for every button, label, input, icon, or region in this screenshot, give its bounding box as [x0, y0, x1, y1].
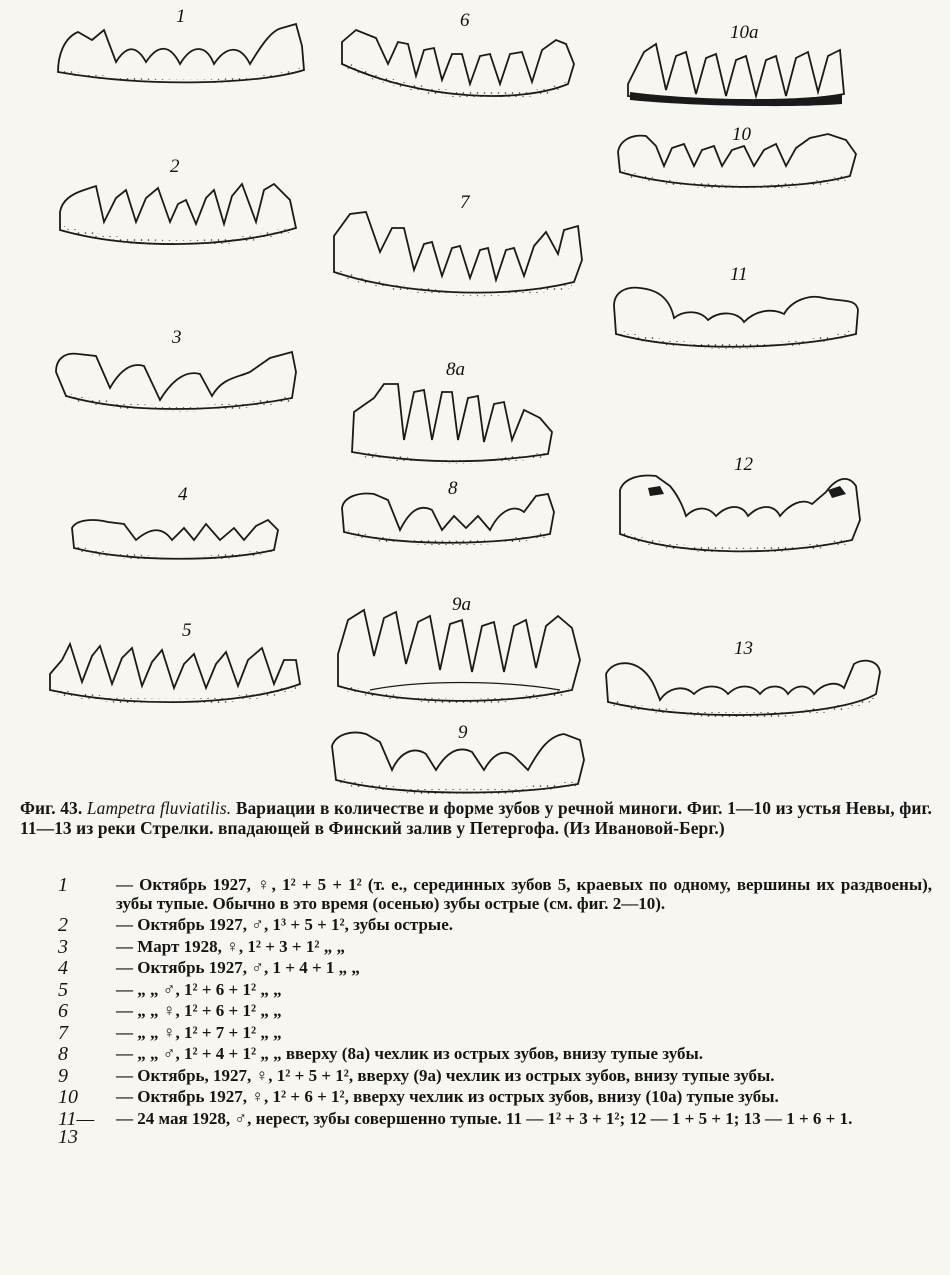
entry-number: 3	[58, 935, 68, 958]
entry-number: 2	[58, 914, 68, 936]
label-fig-10a: 10a	[730, 22, 759, 43]
entry-number: 7	[58, 1021, 68, 1044]
entry-11-13	[58, 1107, 932, 1148]
entry-2	[58, 916, 932, 935]
label-fig-12: 12	[734, 454, 753, 475]
tooth-row-fig-6	[342, 30, 574, 96]
entry-text: — Октябрь 1927, ♂, 1 + 4 + 1 „ „	[116, 958, 360, 977]
label-fig-7: 7	[460, 192, 470, 213]
entry-number: 9	[58, 1064, 68, 1087]
label-fig-9a: 9a	[452, 594, 471, 615]
label-fig-5: 5	[182, 620, 192, 641]
entry-8	[58, 1045, 932, 1064]
entry-text: — Март 1928, ♀, 1² + 3 + 1² „ „	[116, 936, 345, 956]
entry-text: — Октябрь 1927, ♂, 1³ + 5 + 1², зубы острые.	[116, 915, 454, 934]
caption-prefix: Фиг. 43.	[20, 798, 83, 818]
entry-text: — 24 мая 1928, ♂, нерест, зубы совершенно тупые. 11 — 1² + 3 + 1²; 12 — 1 + 5 + 1; 13 — 1 + 6 + 1.	[116, 1108, 853, 1128]
entry-text: — Октябрь, 1927, ♀, 1² + 5 + 1², вверху (9а) чехлик из острых зубов, внизу тупые зубы.	[116, 1065, 775, 1085]
entry-10	[58, 1088, 932, 1107]
entry-text: — Октябрь 1927, ♀, 1² + 6 + 1², вверху чехлик из острых зубов, внизу (10а) тупые зубы.	[116, 1087, 779, 1106]
label-fig-1: 1	[176, 6, 186, 27]
label-fig-3: 3	[172, 327, 182, 348]
tooth-row-fig-1	[58, 24, 304, 82]
entry-5	[58, 978, 932, 1001]
entry-4	[58, 959, 932, 978]
entry-7	[58, 1021, 932, 1044]
label-fig-11: 11	[730, 264, 748, 285]
entry-text: — „ „ ♂, 1² + 6 + 1² „ „	[116, 979, 282, 999]
entry-number: 8	[58, 1043, 68, 1065]
tooth-row-fig-8a	[352, 384, 552, 461]
entry-number: 10	[58, 1086, 78, 1108]
entry-number: 5	[58, 978, 68, 1001]
entry-number: 6	[58, 1000, 68, 1022]
entry-text: — „ „ ♀, 1² + 7 + 1² „ „	[116, 1022, 282, 1042]
label-fig-6: 6	[460, 10, 470, 31]
entry-text: — Октябрь 1927, ♀, 1² + 5 + 1² (т. е., серединных зубов 5, краевых по одному, вершины их раздвоены), зубы тупые. Обычно в это время (осенью) зубы острые (см. фиг. 2—10).	[116, 875, 932, 913]
label-fig-13: 13	[734, 638, 753, 659]
caption-species: Lampetra fluviatilis.	[86, 798, 232, 818]
entry-1	[58, 876, 932, 913]
entry-text: — „ „ ♀, 1² + 6 + 1² „ „	[116, 1001, 282, 1020]
label-fig-9: 9	[458, 722, 468, 743]
entry-9	[58, 1064, 932, 1087]
caption-body: Вариации в количестве и форме зубов у речной миноги. Фиг. 1—10 из устья Невы, фиг. 11—13 из реки Стрелки. впадающей в Финский залив у Петергофа. (Из Ивановой-Берг.)	[20, 798, 932, 838]
entry-number: 1	[58, 874, 68, 896]
entry-text: — „ „ ♂, 1² + 4 + 1² „ „ вверху (8а) чехлик из острых зубов, внизу тупые зубы.	[116, 1044, 704, 1063]
entry-3	[58, 935, 932, 958]
label-fig-2: 2	[170, 156, 180, 177]
tooth-row-fig-10a	[628, 44, 844, 101]
entry-6	[58, 1002, 932, 1021]
entry-number: 4	[58, 957, 68, 979]
label-fig-10: 10	[732, 124, 751, 145]
caption-entries	[58, 874, 932, 1148]
label-fig-4: 4	[178, 484, 188, 505]
label-fig-8: 8	[448, 478, 458, 499]
figure-caption	[20, 798, 932, 838]
entry-number: 11—13	[58, 1107, 95, 1148]
label-fig-8a: 8a	[446, 359, 465, 380]
